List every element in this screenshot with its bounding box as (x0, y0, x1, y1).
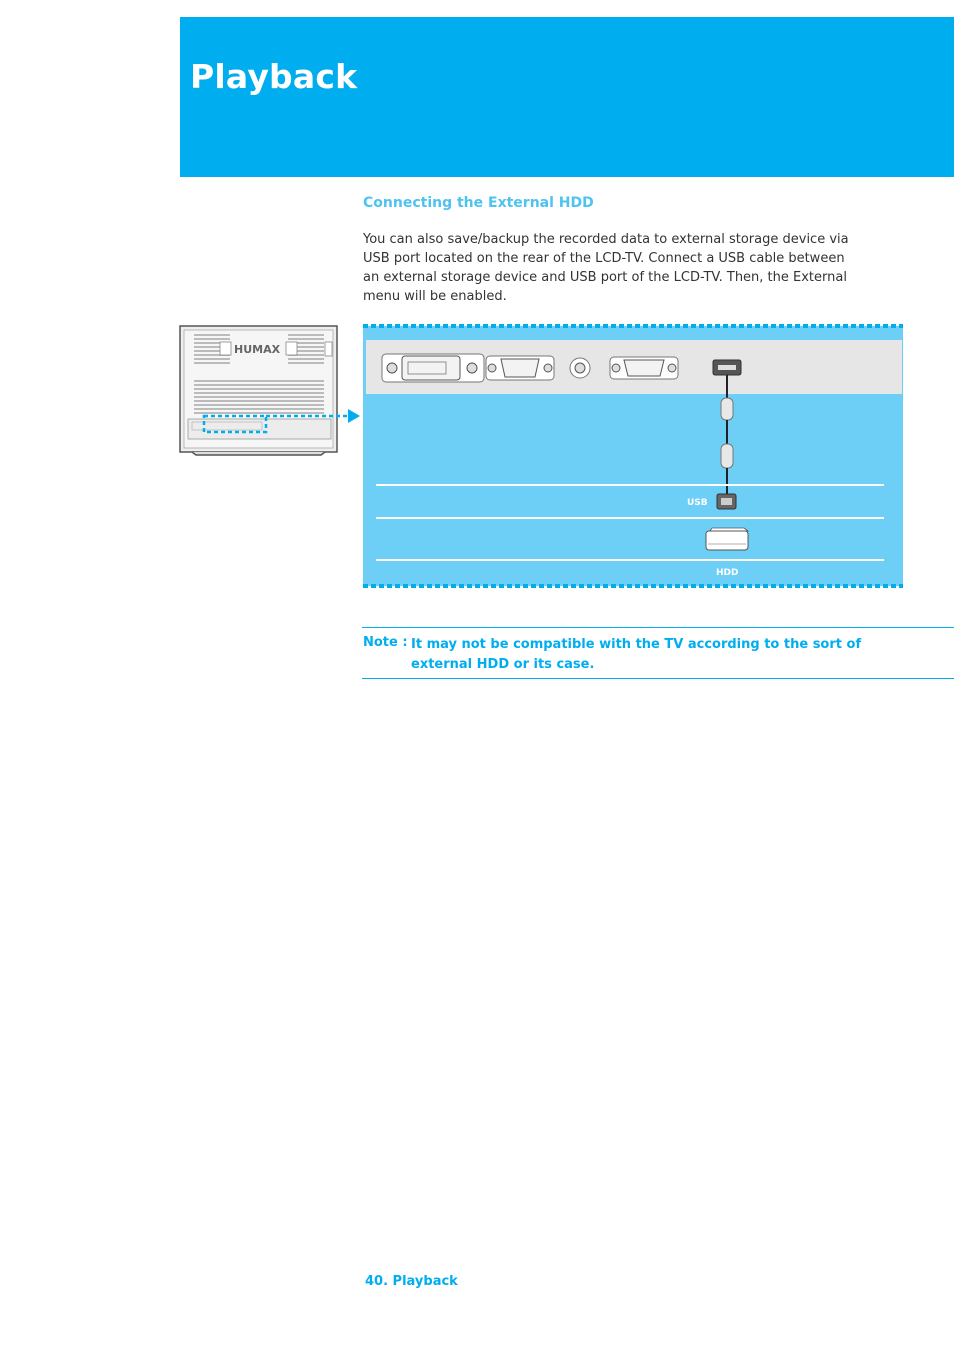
page-footer: 40. Playback (365, 1274, 458, 1289)
pointer-arrow-icon (348, 409, 360, 423)
usb-connection-diagram (360, 322, 905, 592)
tv-rear-illustration (178, 322, 364, 462)
usb-label: USB (687, 498, 708, 508)
note-box (362, 627, 954, 679)
section-body: You can also save/backup the recorded data to external storage device via USB port located on the rear of the LCD-TV. Connect a USB cable between an external storage device and USB port of the LCD-TV. Then, the External menu will be enabled. (363, 232, 849, 304)
note-text: It may not be compatible with the TV according to the sort of external HDD or its case. (411, 637, 862, 672)
serial-port-icon (610, 357, 678, 379)
section-title: Connecting the External HDD (363, 195, 594, 211)
page-title: Playback (190, 57, 358, 96)
title-banner (180, 17, 954, 177)
tv-usb-port-icon (713, 360, 741, 375)
tv-brand-logo: HUMAX (234, 343, 281, 356)
note-label: Note : (363, 635, 408, 650)
vga-port-icon (486, 356, 554, 380)
audio-jack-icon (570, 358, 590, 378)
hdd-usb-port-icon (717, 494, 736, 509)
hdd-label: HDD (716, 568, 739, 578)
dvi-port-icon (382, 354, 484, 382)
hdd-icon (706, 528, 748, 550)
